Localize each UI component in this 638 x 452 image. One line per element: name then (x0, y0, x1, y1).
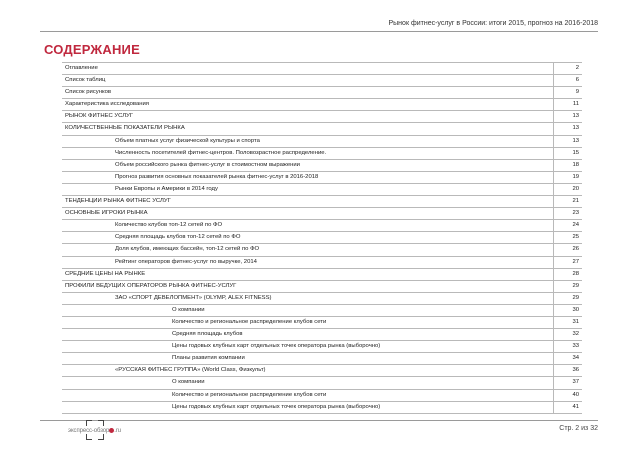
toc-entry-text: Количество клубов топ-12 сетей по ФО (62, 220, 554, 232)
toc-entry-page: 15 (554, 147, 583, 159)
toc-entry-text: «РУССКАЯ ФИТНЕС ГРУППА» (World Class, Физкульт) (62, 365, 554, 377)
page-number: Стр. 2 из 32 (559, 425, 598, 432)
toc-entry-text: Средняя площадь клубов (62, 329, 554, 341)
toc-entry-page: 40 (554, 389, 583, 401)
toc-table (62, 62, 582, 414)
toc-heading: СОДЕРЖАНИЕ (44, 42, 140, 57)
toc-entry-page: 27 (554, 256, 583, 268)
toc-entry-page: 2 (554, 63, 583, 75)
toc-entry-page: 37 (554, 377, 583, 389)
toc-row[interactable] (62, 244, 582, 256)
toc-row[interactable] (62, 63, 582, 75)
toc-row[interactable] (62, 280, 582, 292)
toc-row[interactable] (62, 232, 582, 244)
toc-entry-page: 29 (554, 280, 583, 292)
toc-row[interactable] (62, 353, 582, 365)
toc-entry-text: ПРОФИЛИ ВЕДУЩИХ ОПЕРАТОРОВ РЫНКА ФИТНЕС-УСЛУГ (62, 280, 554, 292)
toc-entry-page: 34 (554, 353, 583, 365)
toc-row[interactable] (62, 196, 582, 208)
toc-entry-text: РЫНОК ФИТНЕС УСЛУГ (62, 111, 554, 123)
toc-entry-text: Численность посетителей фитнес-центров. Половозрастное распределение. (62, 147, 554, 159)
toc-entry-page: 18 (554, 159, 583, 171)
toc-entry-text: Объем платных услуг физической культуры и спорта (62, 135, 554, 147)
toc-entry-page: 19 (554, 171, 583, 183)
toc-entry-page: 41 (554, 401, 583, 413)
logo-wordmark: экспресс-обзор .ru (68, 428, 121, 435)
toc-row[interactable] (62, 377, 582, 389)
toc-entry-text: СРЕДНИЕ ЦЕНЫ НА РЫНКЕ (62, 268, 554, 280)
toc-row[interactable] (62, 111, 582, 123)
toc-entry-page: 36 (554, 365, 583, 377)
toc-row[interactable] (62, 316, 582, 328)
toc-row[interactable] (62, 99, 582, 111)
toc-entry-page: 21 (554, 196, 583, 208)
toc-entry-text: Список рисунков (62, 87, 554, 99)
header-divider (40, 31, 598, 32)
toc-entry-text: Прогноз развития основных показателей рынка фитнес-услуг в 2016-2018 (62, 171, 554, 183)
toc-entry-page: 20 (554, 183, 583, 195)
toc-entry-text: Количество и региональное распределение клубов сети (62, 316, 554, 328)
toc-entry-text: Доля клубов, имеющих бассейн, топ-12 сетей по ФО (62, 244, 554, 256)
toc-entry-text: Цены годовых клубных карт отдельных точек оператора рынка (выборочно) (62, 401, 554, 413)
toc-entry-page: 11 (554, 99, 583, 111)
toc-entry-text: Список таблиц (62, 75, 554, 87)
toc-row[interactable] (62, 171, 582, 183)
toc-row[interactable] (62, 123, 582, 135)
toc-entry-page: 24 (554, 220, 583, 232)
toc-entry-text: Планы развития компании (62, 353, 554, 365)
toc-row[interactable] (62, 256, 582, 268)
toc-entry-text: Оглавление (62, 63, 554, 75)
toc-row[interactable] (62, 329, 582, 341)
toc-row[interactable] (62, 268, 582, 280)
toc-entry-text: ТЕНДЕНЦИИ РЫНКА ФИТНЕС УСЛУГ (62, 196, 554, 208)
toc-entry-page: 31 (554, 316, 583, 328)
toc-entry-page: 13 (554, 135, 583, 147)
toc-entry-page: 29 (554, 292, 583, 304)
toc-entry-page: 28 (554, 268, 583, 280)
toc-row[interactable] (62, 220, 582, 232)
toc-entry-text: О компании (62, 377, 554, 389)
toc-row[interactable] (62, 292, 582, 304)
toc-row[interactable] (62, 365, 582, 377)
toc-entry-text: ЗАО «СПОРТ ДЕВЕЛОПМЕНТ» (OLYMP, ALEX FITNESS) (62, 292, 554, 304)
toc-entry-text: Цены годовых клубных карт отдельных точек оператора рынка (выборочно) (62, 341, 554, 353)
toc-entry-page: 23 (554, 208, 583, 220)
toc-entry-text: Рейтинг операторов фитнес-услуг по выручке, 2014 (62, 256, 554, 268)
toc-row[interactable] (62, 389, 582, 401)
toc-entry-page: 13 (554, 111, 583, 123)
toc-row[interactable] (62, 304, 582, 316)
toc-entry-page: 9 (554, 87, 583, 99)
toc-row[interactable] (62, 341, 582, 353)
toc-entry-text: Средняя площадь клубов топ-12 сетей по ФО (62, 232, 554, 244)
toc-row[interactable] (62, 208, 582, 220)
toc-row[interactable] (62, 159, 582, 171)
toc-entry-text: ОСНОВНЫЕ ИГРОКИ РЫНКА (62, 208, 554, 220)
toc-row[interactable] (62, 75, 582, 87)
document-header-title: Рынок фитнес-услуг в России: итоги 2015, прогноз на 2016-2018 (388, 20, 598, 27)
toc-entry-text: О компании (62, 304, 554, 316)
toc-entry-text: Характеристика исследования (62, 99, 554, 111)
toc-entry-page: 33 (554, 341, 583, 353)
toc-entry-page: 32 (554, 329, 583, 341)
toc-row[interactable] (62, 147, 582, 159)
company-logo (66, 420, 136, 442)
toc-entry-text: Объем российского рынка фитнес-услуг в стоимостном выражении (62, 159, 554, 171)
toc-row[interactable] (62, 135, 582, 147)
toc-row[interactable] (62, 401, 582, 413)
toc-row[interactable] (62, 183, 582, 195)
toc-row[interactable] (62, 87, 582, 99)
toc-entry-page: 30 (554, 304, 583, 316)
toc-entry-page: 26 (554, 244, 583, 256)
toc-entry-page: 6 (554, 75, 583, 87)
toc-entry-text: Количество и региональное распределение клубов сети (62, 389, 554, 401)
toc-entry-page: 25 (554, 232, 583, 244)
toc-entry-text: КОЛИЧЕСТВЕННЫЕ ПОКАЗАТЕЛИ РЫНКА (62, 123, 554, 135)
toc-entry-page: 13 (554, 123, 583, 135)
toc-entry-text: Рынки Европы и Америки в 2014 году (62, 183, 554, 195)
